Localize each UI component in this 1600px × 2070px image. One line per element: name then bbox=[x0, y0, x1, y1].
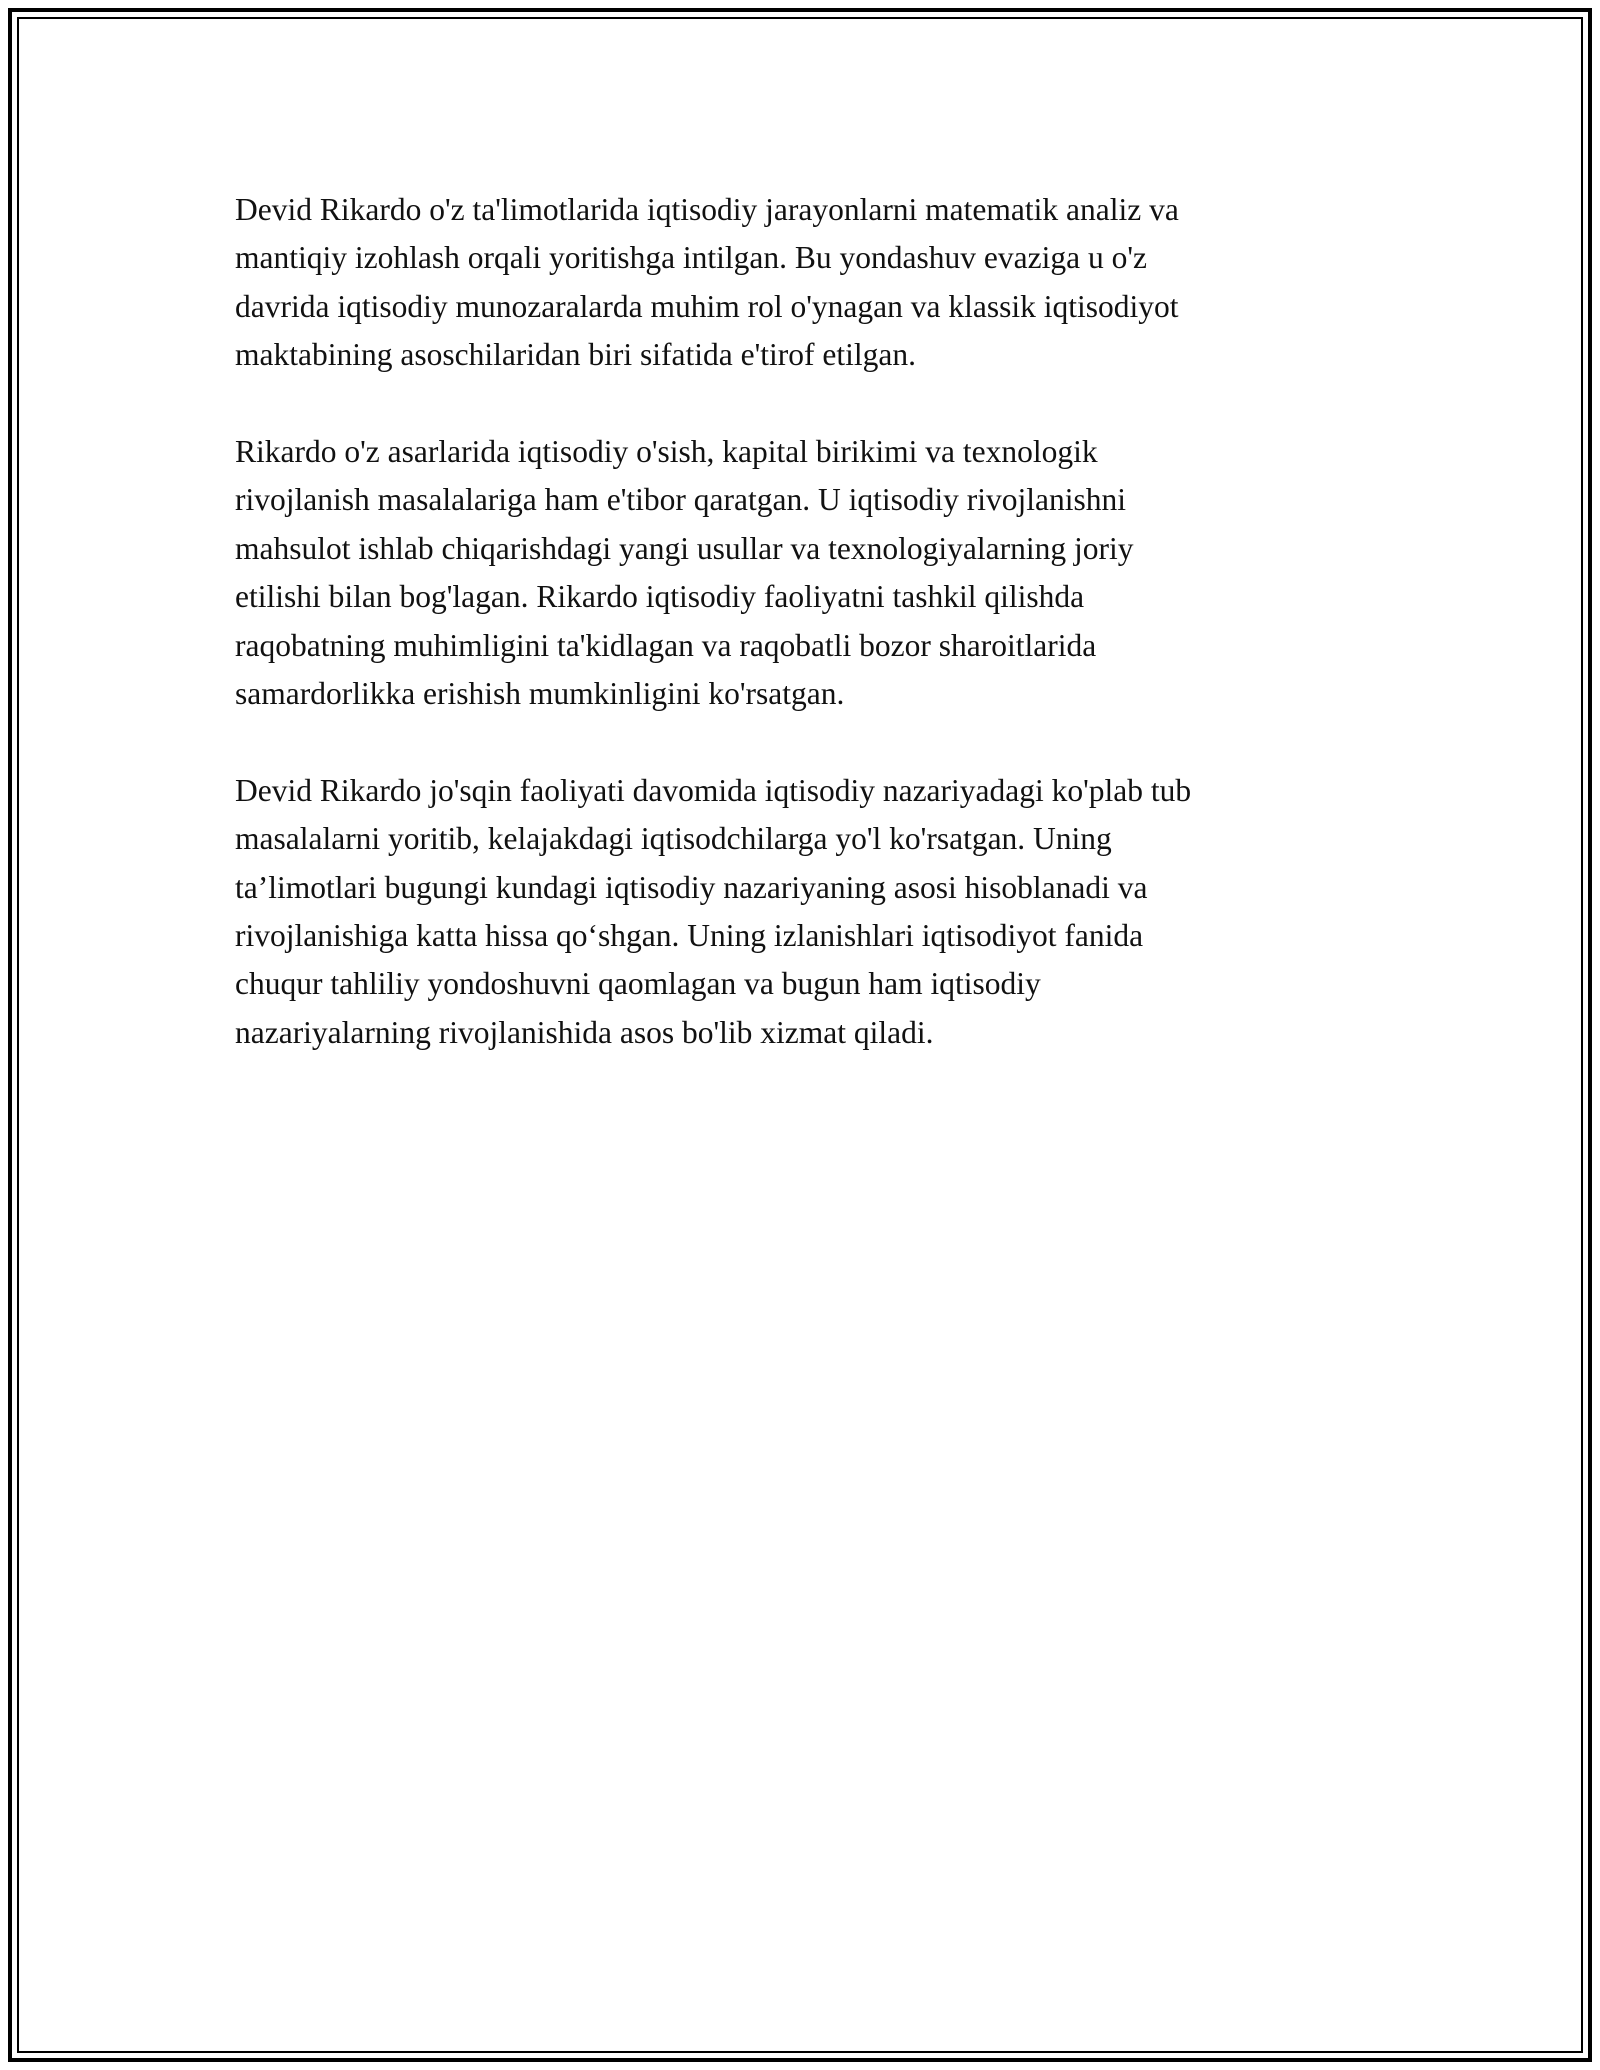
text-line: ta’limotlari bugungi kundagi iqtisodiy nazariyaning asosi hisoblanadi va bbox=[235, 869, 1148, 905]
text-line: etilishi bilan bog'lagan. Rikardo iqtisodiy faoliyatni tashkil qilishda bbox=[235, 579, 1085, 615]
text-line: chuqur tahliliy yondoshuvni qaomlagan va bugun ham iqtisodiy bbox=[235, 966, 1041, 1002]
text-line: masalalarni yoritib, kelajakdagi iqtisodchilarga yo'l ko'rsatgan. Uning bbox=[235, 821, 1112, 857]
text-line: rivojlanishiga katta hissa qo‘shgan. Uning izlanishlari iqtisodiyot fanida bbox=[235, 918, 1144, 954]
text-line: mantiqiy izohlash orqali yoritishga intilgan. Bu yondashuv evaziga u o'z bbox=[235, 240, 1147, 276]
text-line: Devid Rikardo o'z ta'limotlarida iqtisodiy jarayonlarni matematik analiz va bbox=[235, 192, 1179, 227]
paragraph-1 bbox=[235, 186, 1365, 380]
paragraph-2 bbox=[235, 428, 1365, 718]
document-body bbox=[235, 186, 1365, 1106]
text-line: davrida iqtisodiy munozaralarda muhim rol o'ynagan va klassik iqtisodiyot bbox=[235, 288, 1179, 324]
text-line: nazariyalarning rivojlanishida asos bo'lib xizmat qiladi. bbox=[235, 1014, 934, 1050]
text-line: samardorlikka erishish mumkinligini ko'rsatgan. bbox=[235, 676, 845, 712]
text-line: raqobatning muhimligini ta'kidlagan va raqobatli bozor sharoitlarida bbox=[235, 627, 1097, 663]
text-line: Rikardo o'z asarlarida iqtisodiy o'sish, kapital birikimi va texnologik bbox=[235, 434, 1098, 470]
paragraph-3 bbox=[235, 767, 1365, 1057]
text-line: mahsulot ishlab chiqarishdagi yangi usullar va texnologiyalarning joriy bbox=[235, 530, 1134, 566]
text-line: Devid Rikardo jo'sqin faoliyati davomida iqtisodiy nazariyadagi ko'plab tub bbox=[235, 772, 1192, 808]
text-line: maktabining asoschilaridan biri sifatida e'tirof etilgan. bbox=[235, 337, 916, 373]
text-line: rivojlanish masalalariga ham e'tibor qaratgan. U iqtisodiy rivojlanishni bbox=[235, 482, 1126, 518]
